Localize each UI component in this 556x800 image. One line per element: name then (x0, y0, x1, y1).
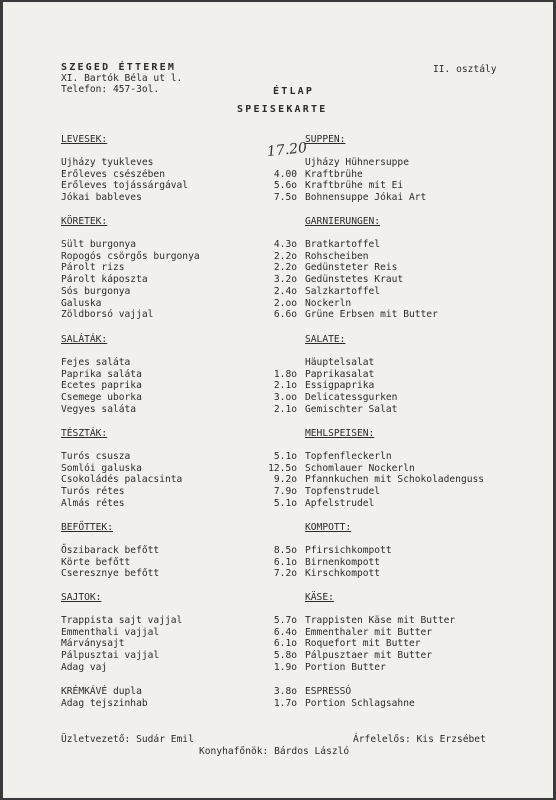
item-name-hu: Őszibarack befőtt (61, 545, 160, 556)
section-heading-hu: TÉSZTÁK: (61, 428, 108, 439)
item-price: 5.7o (273, 615, 297, 626)
item-price: 9.2o (273, 474, 297, 486)
menu-sheet (3, 2, 553, 798)
item-price: 7.2o (273, 568, 297, 580)
item-name-hu: Vegyes saláta (61, 403, 137, 415)
item-name-hu: Márványsajt (61, 638, 125, 650)
item-name-de: Gedünsteter Reis (305, 262, 398, 274)
item-price: 2.1o (273, 403, 297, 415)
extra-item-de: Portion Schlagsahne (305, 697, 415, 709)
item-name-hu: Emmenthali vajjal (61, 626, 160, 638)
item-name-hu: Párolt rizs (61, 262, 125, 274)
item-name-de: Schomlauer Nockerln (305, 462, 415, 474)
extra-item-price: 1.7o (273, 697, 297, 709)
item-price: 1.8o (273, 368, 297, 380)
item-name-hu: Paprika saláta (61, 368, 142, 380)
section-heading-de: GARNIERUNGEN: (305, 216, 381, 227)
item-name-hu: Turós rétes (61, 486, 125, 498)
item-name-de: Topfenfleckerln (305, 451, 392, 462)
manager-signature: Üzletvezető: Sudár Emil (61, 734, 194, 745)
item-name-hu: Ropogós csörgős burgonya (61, 250, 200, 262)
item-name-hu: Sós burgonya (61, 285, 131, 297)
handwritten-note: 17.20 (266, 139, 308, 161)
item-name-hu: Körte befőtt (61, 556, 131, 568)
item-name-de: Grüne Erbsen mit Butter (305, 309, 438, 321)
restaurant-class: II. osztály (433, 64, 497, 75)
extra-item-hu: KRÉMKÁVÉ dupla (61, 686, 142, 697)
item-name-de: Trappisten Käse mit Butter (305, 615, 456, 626)
item-name-de: Pfannkuchen mit Schokoladenguss (305, 474, 485, 486)
item-name-hu: Zöldborsó vajjal (61, 309, 154, 321)
item-name-hu: Galuska (61, 297, 102, 309)
item-name-de: Ujházy Hühnersuppe (305, 157, 409, 168)
item-price: 2.1o (273, 380, 297, 392)
price-officer: Árfelelős: Kis Erzsébet (353, 734, 486, 745)
item-name-hu: Ujházy tyukleves (61, 157, 154, 168)
item-price: 6.1o (273, 638, 297, 650)
item-price: 1.9o (273, 661, 297, 673)
item-price: 3.2o (273, 274, 297, 286)
extra-item-de: ESPRESSÓ (305, 686, 352, 697)
item-name-hu: Erőleves tojássárgával (61, 180, 189, 192)
title-de: SPEISEKARTE (237, 104, 328, 115)
chef: Konyhafőnök: Bárdos László (199, 746, 350, 757)
item-price: 5.1o (273, 451, 297, 462)
section-heading-hu: SALÁTÁK: (61, 334, 108, 345)
section-heading-de: KOMPOTT: (305, 522, 352, 533)
item-name-hu: Trappista sajt vajjal (61, 615, 183, 626)
section-heading-de: MEHLSPEISEN: (305, 428, 375, 439)
item-price: 5.1o (273, 497, 297, 509)
item-price: 5.8o (273, 650, 297, 662)
item-name-de: Gemischter Salat (305, 403, 398, 415)
item-name-de: Essigpaprika (305, 380, 375, 392)
section-heading-hu: LEVESEK: (61, 134, 108, 145)
item-name-de: Häuptelsalat (305, 357, 375, 368)
item-name-de: Pálpusztaer mit Butter (305, 650, 433, 662)
item-name-de: Salzkartoffel (305, 285, 381, 297)
item-price: 2.2o (273, 250, 297, 262)
item-price: 7.5o (273, 192, 297, 204)
item-price: 4.3o (273, 239, 297, 250)
item-name-hu: Jókai bableves (61, 192, 142, 204)
item-name-hu: Almás rétes (61, 497, 125, 509)
section-heading-de: KÄSE: (305, 592, 334, 603)
item-name-de: Kraftbrühe mit Ei (305, 180, 404, 192)
item-price: 6.1o (273, 556, 297, 568)
item-price: 6.6o (273, 309, 297, 321)
extra-item-price: 3.8o (273, 686, 297, 697)
item-name-de: Nockerln (305, 297, 352, 309)
item-name-de: Portion Butter (305, 661, 386, 673)
item-price: 2.4o (273, 285, 297, 297)
item-name-de: Kirschkompott (305, 568, 381, 580)
item-price: 4.00 (273, 168, 297, 180)
item-name-de: Bratkartoffel (305, 239, 381, 250)
item-name-de: Roquefort mit Butter (305, 638, 421, 650)
item-name-de: Topfenstrudel (305, 486, 381, 498)
restaurant-name: SZEGED ÉTTEREM (61, 62, 177, 73)
item-name-hu: Csemege uborka (61, 392, 142, 404)
item-name-de: Delicatessgurken (305, 392, 398, 404)
item-price: 3.oo (273, 392, 297, 404)
item-price: 2.oo (273, 297, 297, 309)
item-name-hu: Cseresznye befőtt (61, 568, 160, 580)
section-heading-de: SALATE: (305, 334, 346, 345)
item-name-hu: Erőleves csészében (61, 168, 165, 180)
section-heading-hu: SAJTOK: (61, 592, 102, 603)
item-name-de: Gedünstetes Kraut (305, 274, 404, 286)
item-name-hu: Pálpusztai vajjal (61, 650, 160, 662)
item-name-hu: Somlói galuska (61, 462, 142, 474)
item-name-hu: Párolt káposzta (61, 274, 148, 286)
section-heading-hu: KÖRETEK: (61, 216, 108, 227)
extra-item-hu: Adag tejszinhab (61, 697, 148, 709)
section-heading-hu: BEFŐTTEK: (61, 522, 113, 533)
item-name-hu: Turós csusza (61, 451, 131, 462)
item-name-hu: Fejes saláta (61, 357, 131, 368)
item-name-de: Apfelstrudel (305, 497, 375, 509)
item-price: 7.9o (273, 486, 297, 498)
item-name-de: Birnenkompott (305, 556, 381, 568)
item-price: 5.6o (273, 180, 297, 192)
address: XI. Bartók Béla ut l. (61, 73, 183, 84)
item-name-hu: Ecetes paprika (61, 380, 142, 392)
phone: Telefon: 457-3ol. (61, 84, 160, 95)
item-name-de: Paprikasalat (305, 368, 375, 380)
item-name-hu: Adag vaj (61, 661, 108, 673)
item-name-de: Bohnensuppe Jókai Art (305, 192, 427, 204)
item-name-de: Kraftbrühe (305, 168, 363, 180)
item-name-hu: Sült burgonya (61, 239, 137, 250)
item-name-de: Rohscheiben (305, 250, 369, 262)
item-price: 2.2o (273, 262, 297, 274)
item-price: 8.5o (273, 545, 297, 556)
title-hu: ÉTLAP (273, 86, 315, 97)
section-heading-de: SUPPEN: (305, 134, 346, 145)
item-name-de: Emmenthaler mit Butter (305, 626, 433, 638)
item-price: 6.4o (273, 626, 297, 638)
item-name-hu: Csokoládés palacsinta (61, 474, 183, 486)
item-price: 12.5o (268, 462, 297, 474)
item-name-de: Pfirsichkompott (305, 545, 392, 556)
